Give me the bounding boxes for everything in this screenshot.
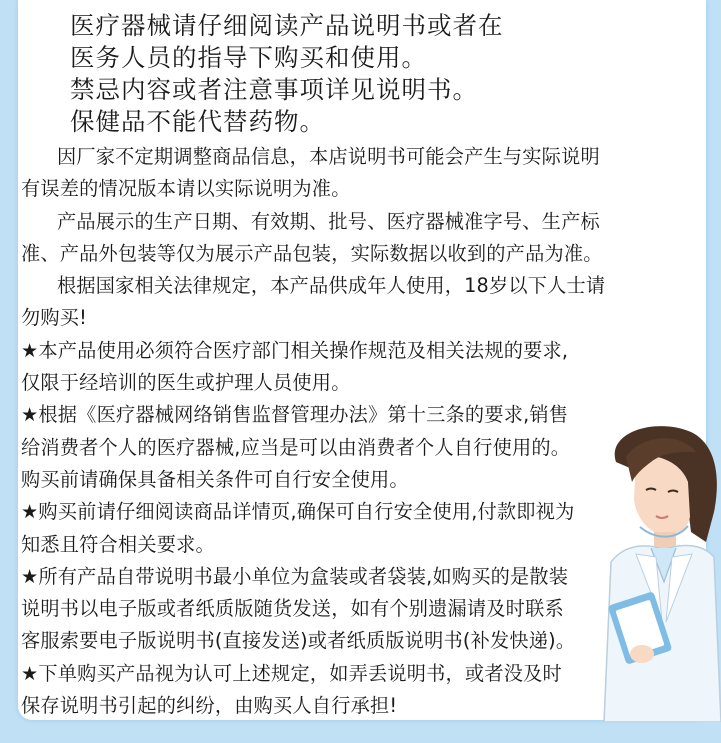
- nurse-doctor-illustration: [596, 422, 721, 722]
- body-line: 说明书以电子版或者纸质版随货发送，如有个别遗漏请及时联系: [21, 597, 564, 621]
- body-line: ★下单购买产品视为认可上述规定，如弄丢说明书，或者没及时: [21, 661, 562, 685]
- heading-line: 禁忌内容或者注意事项详见说明书。: [70, 75, 478, 104]
- body-line: 因厂家不定期调整商品信息，本店说明书可能会产生与实际说明: [57, 145, 600, 168]
- body-line: 勿购买!: [21, 306, 88, 330]
- heading-line: 医疗器械请仔细阅读产品说明书或者在: [70, 11, 504, 40]
- heading-line: 医务人员的指导下购买和使用。: [70, 43, 427, 72]
- body-line: ★本产品使用必须符合医疗部门相关操作规范及相关法规的要求,: [21, 338, 569, 362]
- body-line: 准、产品外包装等仅为展示产品包装，实际数据以收到的产品为准。: [21, 241, 603, 265]
- heading-block: [70, 10, 504, 138]
- body-line: 产品展示的生产日期、有效期、批号、医疗器械准字号、生产标: [57, 209, 600, 233]
- body-line: ★根据《医疗器械网络销售监督管理办法》第十三条的要求,销售: [21, 403, 569, 427]
- body-line: 给消费者个人的医疗器械,应当是可以由消费者个人自行使用的。: [21, 435, 571, 459]
- body-line: 购买前请确保具备相关条件可自行安全使用。: [21, 467, 409, 491]
- body-line: 有误差的情况版本请以实际说明为准。: [21, 177, 351, 201]
- body-line: ★所有产品自带说明书最小单位为盒装或者袋装,如购买的是散装: [21, 564, 569, 588]
- body-line: ★购买前请仔细阅读商品详情页,确保可自行安全使用,付款即视为: [21, 500, 575, 524]
- body-line: 客服索要电子版说明书(直接发送)或者纸质版说明书(补发快递)。: [21, 629, 576, 653]
- body-line: 根据国家相关法律规定，本产品供成年人使用，18岁以下人士请: [57, 274, 606, 298]
- body-line: 知悉且符合相关要求。: [21, 532, 215, 556]
- heading-line: 保健品不能代替药物。: [70, 107, 325, 136]
- body-line: 保存说明书引起的纠纷，由购买人自行承担!: [21, 694, 398, 718]
- body-line: 仅限于经培训的医生或护理人员使用。: [21, 371, 351, 395]
